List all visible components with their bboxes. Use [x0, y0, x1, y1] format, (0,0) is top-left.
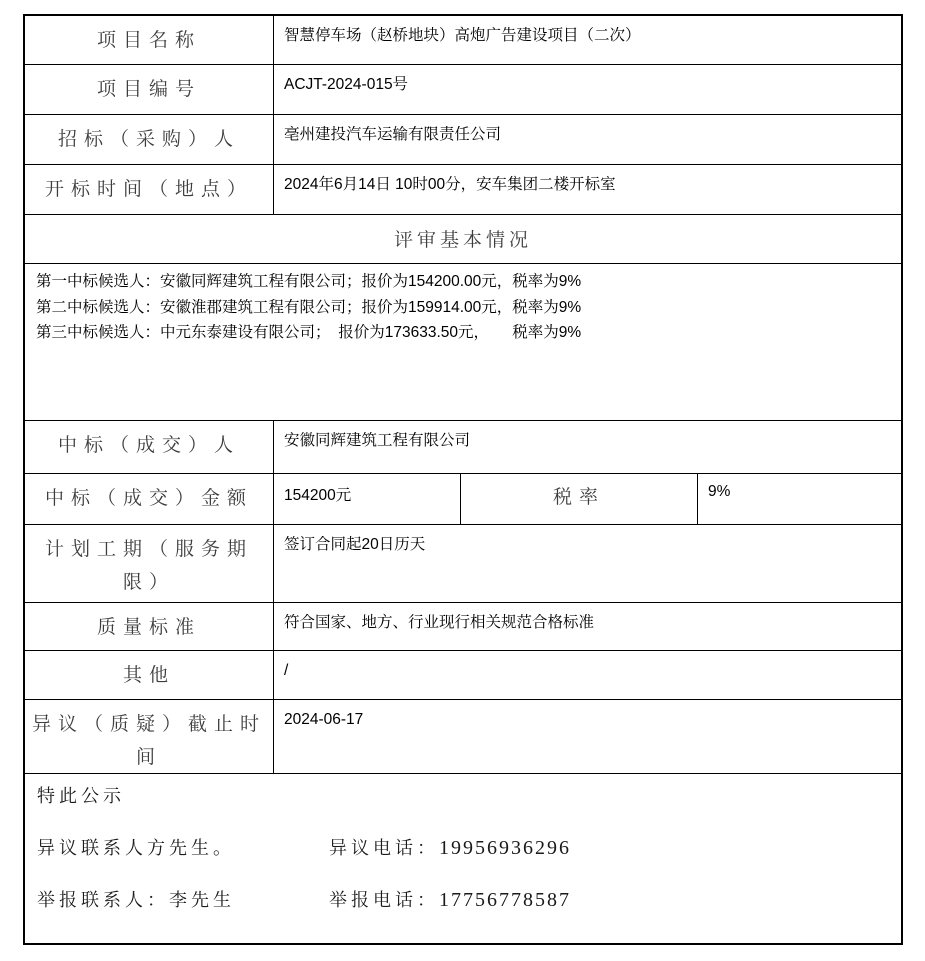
announcement-note: 特此公示	[37, 786, 125, 806]
bid-opening-row	[25, 165, 901, 215]
report-phone-label: 举报电话：	[329, 890, 439, 910]
work-period-row	[25, 525, 901, 603]
bid-opening-value: 2024年6月14日 10时00分，安车集团二楼开标室	[284, 176, 616, 193]
objection-contact: 异议联系人方先生。	[37, 838, 235, 858]
tax-rate-label: 税率	[461, 474, 698, 524]
work-period-value: 签订合同起20日历天	[284, 536, 426, 553]
objection-deadline-row	[25, 700, 901, 774]
footer-row	[25, 774, 901, 943]
project-number-row	[25, 65, 901, 115]
project-number-value: ACJT-2024-015号	[284, 76, 409, 93]
winner-row	[25, 421, 901, 474]
other-row	[25, 651, 901, 700]
project-name-label: 项目名称	[25, 16, 274, 64]
bid-award-announcement-table	[23, 14, 903, 945]
winner-value: 安徽同辉建筑工程有限公司	[284, 432, 471, 449]
project-number-label: 项目编号	[25, 65, 274, 114]
project-name-value: 智慧停车场（赵桥地块）高炮广告建设项目（二次）	[284, 27, 641, 44]
project-name-row	[25, 16, 901, 65]
tenderer-row	[25, 115, 901, 165]
objection-phone-number: 19956936296	[439, 837, 571, 859]
objection-deadline-value: 2024-06-17	[284, 711, 364, 728]
report-phone-number: 17756778587	[439, 889, 571, 911]
award-amount-value: 154200元	[274, 474, 461, 524]
footer-block	[25, 774, 901, 943]
winner-label: 中标（成交）人	[25, 421, 274, 473]
candidate-line-3: 第三中标候选人：中元东泰建设有限公司； 报价为173633.50元， 税率为9%	[36, 324, 582, 341]
award-amount-label: 中标（成交）金额	[25, 474, 274, 524]
report-contact: 举报联系人：李先生	[37, 890, 235, 910]
candidate-line-2: 第二中标候选人：安徽淮郡建筑工程有限公司；报价为159914.00元，税率为9%	[36, 298, 582, 316]
review-section-header-row	[25, 215, 901, 264]
bid-opening-label: 开标时间（地点）	[25, 165, 274, 214]
tenderer-label: 招标（采购）人	[25, 115, 274, 164]
quality-standard-row	[25, 603, 901, 651]
quality-standard-label: 质量标准	[25, 603, 274, 650]
objection-contact-line	[37, 838, 889, 859]
tax-rate-value: 9%	[708, 483, 731, 500]
tenderer-value: 亳州建投汽车运输有限责任公司	[284, 126, 502, 143]
quality-standard-value: 符合国家、地方、行业现行相关规范合格标准	[284, 614, 595, 631]
review-section-title: 评审基本情况	[393, 230, 532, 251]
objection-phone-label: 异议电话：	[329, 838, 439, 858]
award-amount-row	[25, 474, 901, 525]
other-value: /	[284, 662, 289, 679]
candidates-list	[25, 264, 901, 420]
report-contact-line	[37, 890, 889, 911]
candidate-line-1: 第一中标候选人：安徽同辉建筑工程有限公司；报价为154200.00元，税率为9%	[36, 273, 582, 290]
objection-deadline-label: 异议（质疑）截止时间	[25, 700, 274, 773]
work-period-label: 计划工期（服务期限）	[25, 525, 274, 602]
candidates-row	[25, 264, 901, 421]
other-label: 其他	[25, 651, 274, 699]
